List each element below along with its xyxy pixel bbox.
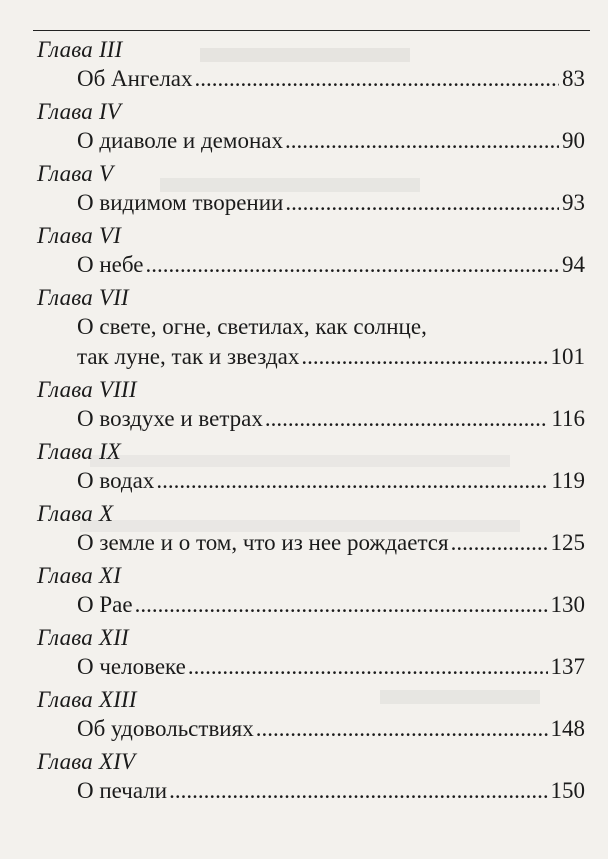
chapter-title: О печали (77, 778, 168, 803)
table-of-contents (37, 36, 585, 806)
page-number: 94 (562, 252, 585, 277)
chapter-heading: Глава VI (37, 223, 122, 248)
toc-entry (37, 160, 585, 218)
chapter-heading: Глава V (37, 161, 114, 186)
page-number: 119 (551, 468, 585, 493)
chapter-heading: Глава XII (37, 625, 129, 650)
page-number: 90 (562, 128, 585, 153)
page-number: 150 (550, 778, 585, 803)
chapter-title: О водах (77, 468, 155, 493)
page-number: 125 (550, 530, 585, 555)
toc-line (37, 776, 585, 806)
page-number: 101 (550, 344, 585, 369)
dot-leader (256, 714, 548, 744)
toc-line (37, 466, 585, 496)
dot-leader (285, 126, 559, 156)
toc-entry (37, 376, 585, 434)
toc-line (37, 652, 585, 682)
chapter-title: О земле и о том, что из нее рождается (77, 530, 449, 555)
chapter-title: О видимом творении (77, 190, 284, 215)
dot-leader (135, 590, 548, 620)
chapter-title: Об удовольствиях (77, 716, 254, 741)
dot-leader (169, 776, 547, 806)
page-number: 83 (562, 66, 585, 91)
page-number: 93 (562, 190, 585, 215)
dot-leader (195, 64, 559, 94)
chapter-title: О свете, огне, светилах, как солнце, (77, 314, 427, 339)
toc-line (37, 714, 585, 744)
chapter-title: О воздухе и ветрах (77, 406, 263, 431)
toc-entry (37, 438, 585, 496)
dot-leader (188, 652, 548, 682)
toc-line (37, 64, 585, 94)
toc-line (37, 590, 585, 620)
toc-entry (37, 686, 585, 744)
dot-leader (451, 528, 548, 558)
chapter-title: О небе (77, 252, 144, 277)
chapter-heading: Глава XIII (37, 687, 137, 712)
header-rule (33, 30, 590, 31)
toc-line (37, 250, 585, 280)
dot-leader (301, 342, 547, 372)
toc-entry (37, 500, 585, 558)
chapter-title: О человеке (77, 654, 186, 679)
chapter-title-continued: так луне, так и звездах (77, 344, 300, 369)
page-number: 130 (550, 592, 585, 617)
chapter-heading: Глава VIII (37, 377, 137, 402)
chapter-heading: Глава III (37, 37, 123, 62)
chapter-title: О диаволе и демонах (77, 128, 283, 153)
toc-entry (37, 98, 585, 156)
page-number: 137 (550, 654, 585, 679)
chapter-heading: Глава VII (37, 285, 129, 310)
chapter-heading: Глава IX (37, 439, 122, 464)
chapter-title: Об Ангелах (77, 66, 193, 91)
chapter-heading: Глава XIV (37, 749, 136, 774)
toc-entry (37, 36, 585, 94)
chapter-heading: Глава X (37, 501, 114, 526)
toc-line (37, 126, 585, 156)
page-number: 148 (550, 716, 585, 741)
page-number: 116 (551, 406, 585, 431)
dot-leader (265, 404, 548, 434)
chapter-heading: Глава IV (37, 99, 122, 124)
toc-line (37, 342, 585, 372)
toc-entry (37, 624, 585, 682)
toc-line (37, 404, 585, 434)
toc-entry (37, 284, 585, 372)
toc-line (37, 188, 585, 218)
chapter-heading: Глава XI (37, 563, 122, 588)
dot-leader (156, 466, 548, 496)
toc-entry (37, 562, 585, 620)
dot-leader (145, 250, 559, 280)
chapter-title: О Рае (77, 592, 133, 617)
toc-entry (37, 222, 585, 280)
toc-entry (37, 748, 585, 806)
toc-line (37, 528, 585, 558)
dot-leader (285, 188, 559, 218)
